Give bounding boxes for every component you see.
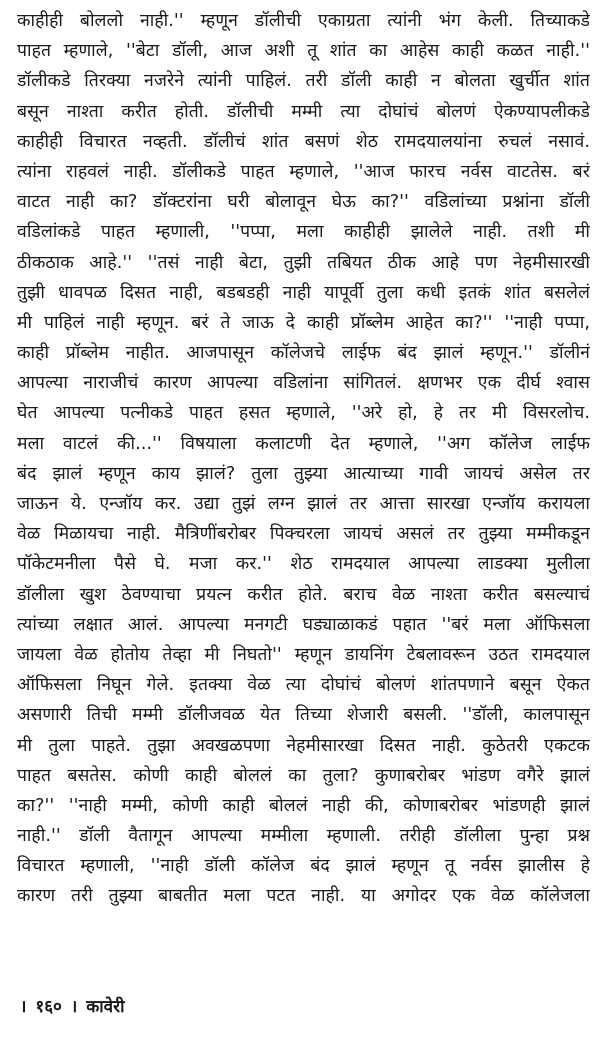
page-footer — [17, 995, 124, 1019]
text-line: काहीही बोललो नाही.'' म्हणून डॉलीची एकाग्रता त्यांनी भंग केली. तिच्याकडे — [17, 11, 590, 31]
text-line: काहीही विचारत नव्हती. डॉलीचं शांत बसणं शेठ रामदयालयांना रुचलं नसावं. — [17, 131, 590, 152]
footer-separator-right: । — [70, 997, 78, 1017]
footer-separator-left: । — [20, 997, 27, 1017]
text-line: वाटत नाही का? डॉक्टरांना घरी बोलावून घेऊ का?'' वडिलांच्या प्रश्नांना डॉली — [17, 192, 590, 213]
text-line: मी पाहिलं नाही म्हणून. बरं ते जाऊ दे काही प्रॉब्लेम आहेत का?'' ''नाही पप्पा, — [17, 312, 590, 333]
body-text — [17, 6, 590, 912]
text-line: असणारी तिची मम्मी डॉलीजवळ येत तिच्या शेजारी बसली. ''डॉली, कालपासून — [17, 705, 590, 726]
text-line: जायला वेळ होतोय तेव्हा मी निघतो'' म्हणून डायनिंग टेबलावरून उठत रामदयाल — [17, 644, 590, 665]
text-line: कारण तरी तुझ्या बाबतीत मला पटत नाही. या अगोदर एक वेळ कॉलेजला — [17, 886, 590, 907]
text-line: घेत आपल्या पत्नीकडे पाहत हसत म्हणाले, ''अरे हो, हे तर मी विसरलोच. — [17, 403, 590, 424]
text-line: डॉलीला खुश ठेवण्याचा प्रयत्न करीत होते. बराच वेळ नाश्ता करीत बसल्याचं — [17, 584, 590, 605]
text-line: पाहत बसतेस. कोणी काही बोललं का तुला? कुणाबरोबर भांडण वगैरे झालं — [17, 765, 590, 786]
text-line: वडिलांकडे पाहत म्हणाली, ''पप्पा, मला काहीही झालेले नाही. तशी मी — [17, 222, 590, 243]
text-line: तुझी धावपळ दिसत नाही, बडबडही नाही यापूर्वी तुला कधी इतकं शांत बसलेलं — [17, 282, 590, 303]
text-line: ठीकठाक आहे.'' ''तसं नाही बेटा, तुझी तबियत ठीक आहे पण नेहमीसारखी — [17, 252, 590, 273]
text-line: त्यांच्या लक्षात आलं. आपल्या मनगटी घड्याळाकडं पहात ''बरं मला ऑफिसला — [17, 614, 590, 635]
text-line: जाऊन ये. एन्जॉय कर. उद्या तुझं लग्न झालं तर आत्ता सारखा एन्जॉय करायला — [17, 494, 590, 514]
text-line: ऑफिसला निघून गेले. इतक्या वेळ त्या दोघांचं बोलणं शांतपणाने बसून ऐकत — [17, 675, 590, 696]
book-title: कावेरी — [86, 997, 125, 1017]
page-number: १६० — [35, 997, 62, 1017]
text-line: नाही.'' डॉली वैतागून आपल्या मम्मीला म्हणाली. तरीही डॉलीला पुन्हा प्रश्न — [17, 826, 590, 847]
text-line: काही प्रॉब्लेम नाहीत. आजपासून कॉलेजचे लाईफ बंद झालं म्हणून.'' डॉलीनं — [17, 343, 590, 364]
text-line: बंद झालं म्हणून काय झालं? तुला तुझ्या आत्याच्या गावी जायचं असेल तर — [17, 463, 590, 484]
text-line: वेळ मिळायचा नाही. मैत्रिणींबरोबर पिक्चरला जायचं असलं तर तुझ्या मम्मीकडून — [17, 524, 590, 545]
text-line: बसून नाश्ता करीत होती. डॉलीची मम्मी त्या दोघांचं बोलणं ऐकण्यापलीकडे — [17, 101, 590, 122]
text-line: पॉकेटमनीला पैसे घे. मजा कर.'' शेठ रामदयाल आपल्या लाडक्या मुलीला — [17, 554, 590, 575]
text-line: पाहत म्हणाले, ''बेटा डॉली, आज अशी तू शांत का आहेस काही कळत नाही.'' — [17, 41, 590, 62]
text-line: का?'' ''नाही मम्मी, कोणी काही बोललं नाही की, कोणाबरोबर भांडणही झालं — [17, 795, 590, 816]
text-line: मला वाटलं की...'' विषयाला कलाटणी देत म्हणाले, ''अग कॉलेज लाईफ — [17, 433, 590, 454]
text-line: त्यांना राहवलं नाही. डॉलीकडे पाहत म्हणाले, ''आज फारच नर्वस वाटतेस. बरं — [17, 161, 590, 182]
text-line: आपल्या नाराजीचं कारण आपल्या वडिलांना सांगितलं. क्षणभर एक दीर्घ श्वास — [17, 373, 590, 394]
text-line: डॉलीकडे तिरक्या नजरेने त्यांनी पाहिलं. तरी डॉली काही न बोलता खुर्चीत शांत — [17, 71, 590, 92]
text-line: मी तुला पाहते. तुझा अवखळपणा नेहमीसारखा दिसत नाही. कुठेतरी एकटक — [17, 735, 590, 756]
text-line: विचारत म्हणाली, ''नाही डॉली कॉलेज बंद झालं म्हणून तू नर्वस झालीस हे — [17, 856, 590, 877]
